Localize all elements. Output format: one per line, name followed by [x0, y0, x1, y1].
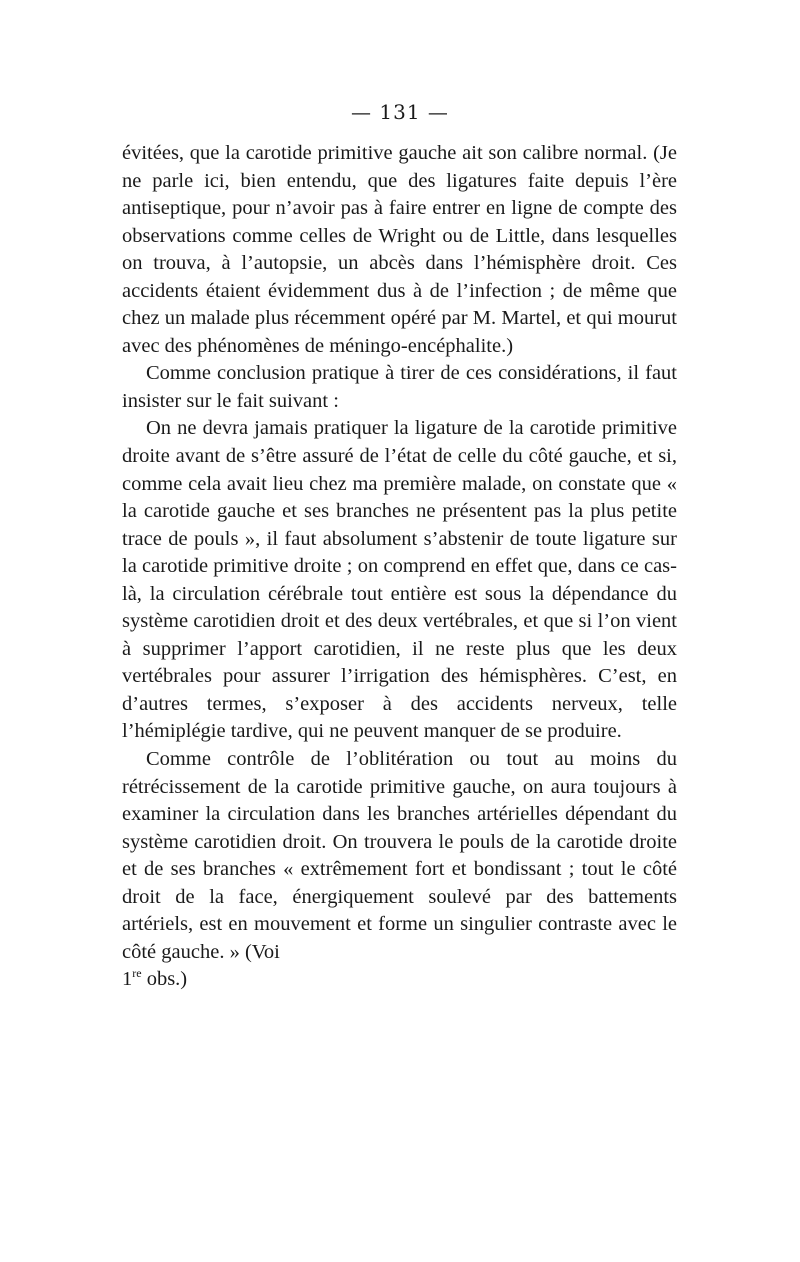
body-text	[122, 140, 677, 994]
paragraph-1: évitées, que la carotide primitive gauche ait son calibre normal. (Je ne parle ici, bien entendu, que des ligatures faite depuis l’ère antiseptique, pour n’avoir pas à faire entrer en ligne de compte des observations comme celles de Wright ou de Little, dans lesquelles on trouva, à l’autopsie, un abcès dans l’hémisphère droit. Ces accidents étaient évidemment dus à de l’infection ; de même que chez un malade plus récemment opéré par M. Martel, et qui mourut avec des phénomènes de méningo-encéphalite.)	[122, 142, 677, 357]
obs-number: 1	[122, 968, 133, 991]
page-number: — 131 —	[351, 100, 449, 124]
paragraph-4: Comme contrôle de l’oblitération ou tout au moins du rétrécissement de la carotide primitive gauche, on aura toujours à examiner la circulation dans les branches artérielles dépendant du système carotidien droit. On trouvera le pouls de la carotide droite et de ses branches « extrêmement fort et bondissant ; tout le côté droit de la face, énergiquement soulevé par des battements artériels, est en mouvement et forme un singulier contraste avec le côté gauche. » (Voi	[122, 748, 677, 963]
obs-superscript: re	[132, 966, 142, 981]
obs-text: obs.)	[141, 968, 188, 991]
paragraph-3: On ne devra jamais pratiquer la ligature de la carotide primitive droite avant de s’être assuré de l’état de celle du côté gauche, et si, comme cela avait lieu chez ma première malade, on constate que « la carotide gauche et ses branches ne présentent pas la plus petite trace de pouls », il faut absolument s’abstenir de toute ligature sur la carotide primitive droite ; on comprend en effet que, dans ce cas-là, la circulation cérébrale tout entière est sous la dépendance du système carotidien droit et des deux vertébrales, et que si l’on vient à supprimer l’apport carotidien, il ne reste plus que les deux vertébrales pour assurer l’irrigation des hémisphères. C’est, en d’autres termes, s’exposer à des accidents nerveux, telle l’hémiplégie tardive, qui ne peuvent manquer de se produire.	[122, 417, 677, 743]
paragraph-4-end	[122, 966, 677, 994]
paragraph-2: Comme conclusion pratique à tirer de ces considérations, il faut insister sur le fait suivant :	[122, 362, 677, 412]
